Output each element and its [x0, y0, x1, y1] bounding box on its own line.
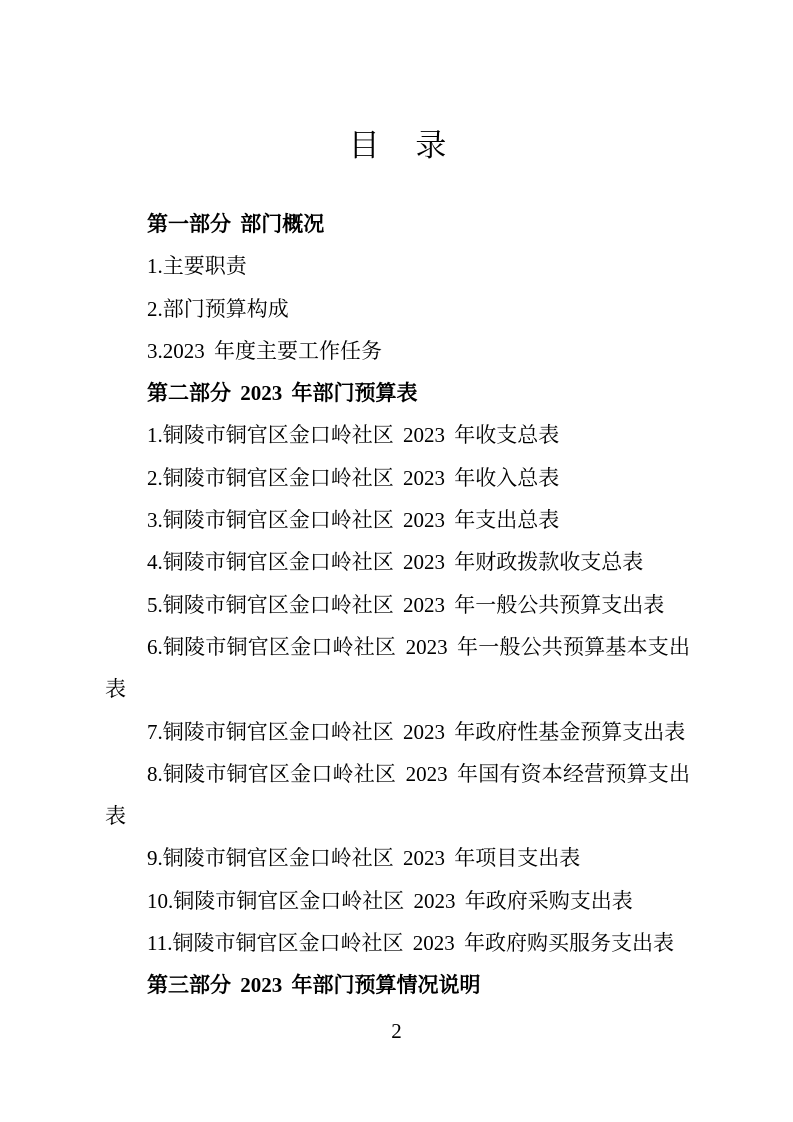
toc-section-1-heading: 第一部分 部门概况 — [147, 212, 325, 236]
toc-section-2-heading: 第二部分 2023 年部门预算表 — [147, 381, 418, 406]
toc-item-s1-1: 1.主要职责 — [147, 254, 247, 279]
toc-item-s2-8: 8.铜陵市铜官区金口岭社区 2023 年国有资本经营预算支出表 — [105, 761, 690, 829]
toc-item-s2-3: 3.铜陵市铜官区金口岭社区 2023 年支出总表 — [147, 508, 560, 533]
page-number: 2 — [391, 1019, 402, 1043]
toc-item-s2-5: 5.铜陵市铜官区金口岭社区 2023 年一般公共预算支出表 — [147, 592, 665, 617]
toc-item-s1-2: 2.部门预算构成 — [147, 296, 289, 321]
toc-item-s2-1: 1.铜陵市铜官区金口岭社区 2023 年收支总表 — [147, 423, 560, 448]
toc-item-s2-2: 2.铜陵市铜官区金口岭社区 2023 年收入总表 — [147, 465, 560, 490]
toc-item-s2-6: 6.铜陵市铜官区金口岭社区 2023 年一般公共预算基本支出表 — [105, 634, 690, 702]
toc-section-3-heading: 第三部分 2023 年部门预算情况说明 — [147, 973, 481, 998]
toc-item-s2-9: 9.铜陵市铜官区金口岭社区 2023 年项目支出表 — [147, 846, 581, 871]
toc-item-s2-7: 7.铜陵市铜官区金口岭社区 2023 年政府性基金预算支出表 — [147, 719, 686, 744]
toc-item-s2-10: 10.铜陵市铜官区金口岭社区 2023 年政府采购支出表 — [147, 888, 633, 913]
toc-item-s2-11: 11.铜陵市铜官区金口岭社区 2023 年政府购买服务支出表 — [147, 931, 674, 956]
toc-item-s2-4: 4.铜陵市铜官区金口岭社区 2023 年财政拨款收支总表 — [147, 550, 644, 575]
toc-title: 目 录 — [348, 128, 447, 163]
toc-item-s1-3: 3.2023 年度主要工作任务 — [147, 338, 382, 363]
